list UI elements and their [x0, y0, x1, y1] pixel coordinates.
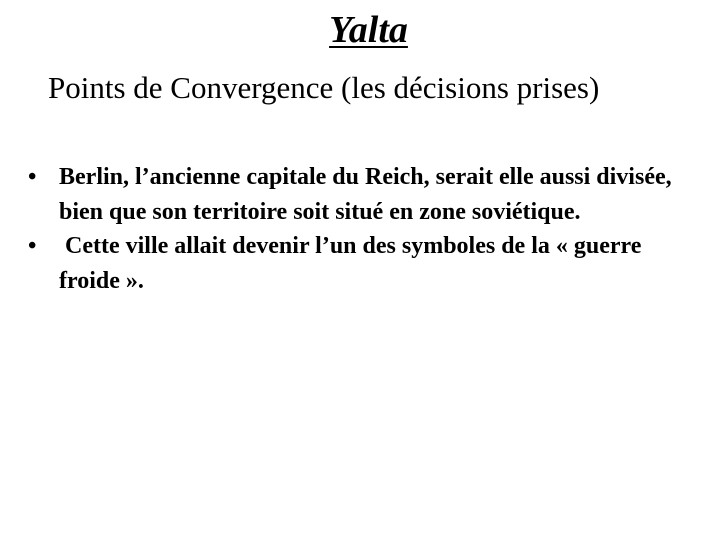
slide-subtitle: Points de Convergence (les décisions prises): [48, 70, 600, 105]
bullet-marker: •: [28, 233, 37, 259]
slide-title: Yalta: [329, 9, 408, 51]
bullet-marker: •: [28, 164, 37, 190]
bullet-text: Berlin, l’ancienne capitale du Reich, serait elle aussi divisée, bien que son territoire soit situé en zone soviétique.: [59, 164, 672, 225]
bullet-list: [0, 160, 720, 298]
bullet-item: [0, 160, 720, 229]
bullet-item: [0, 229, 720, 298]
bullet-text: Cette ville allait devenir l’un des symboles de la « guerre froide ».: [59, 233, 648, 294]
